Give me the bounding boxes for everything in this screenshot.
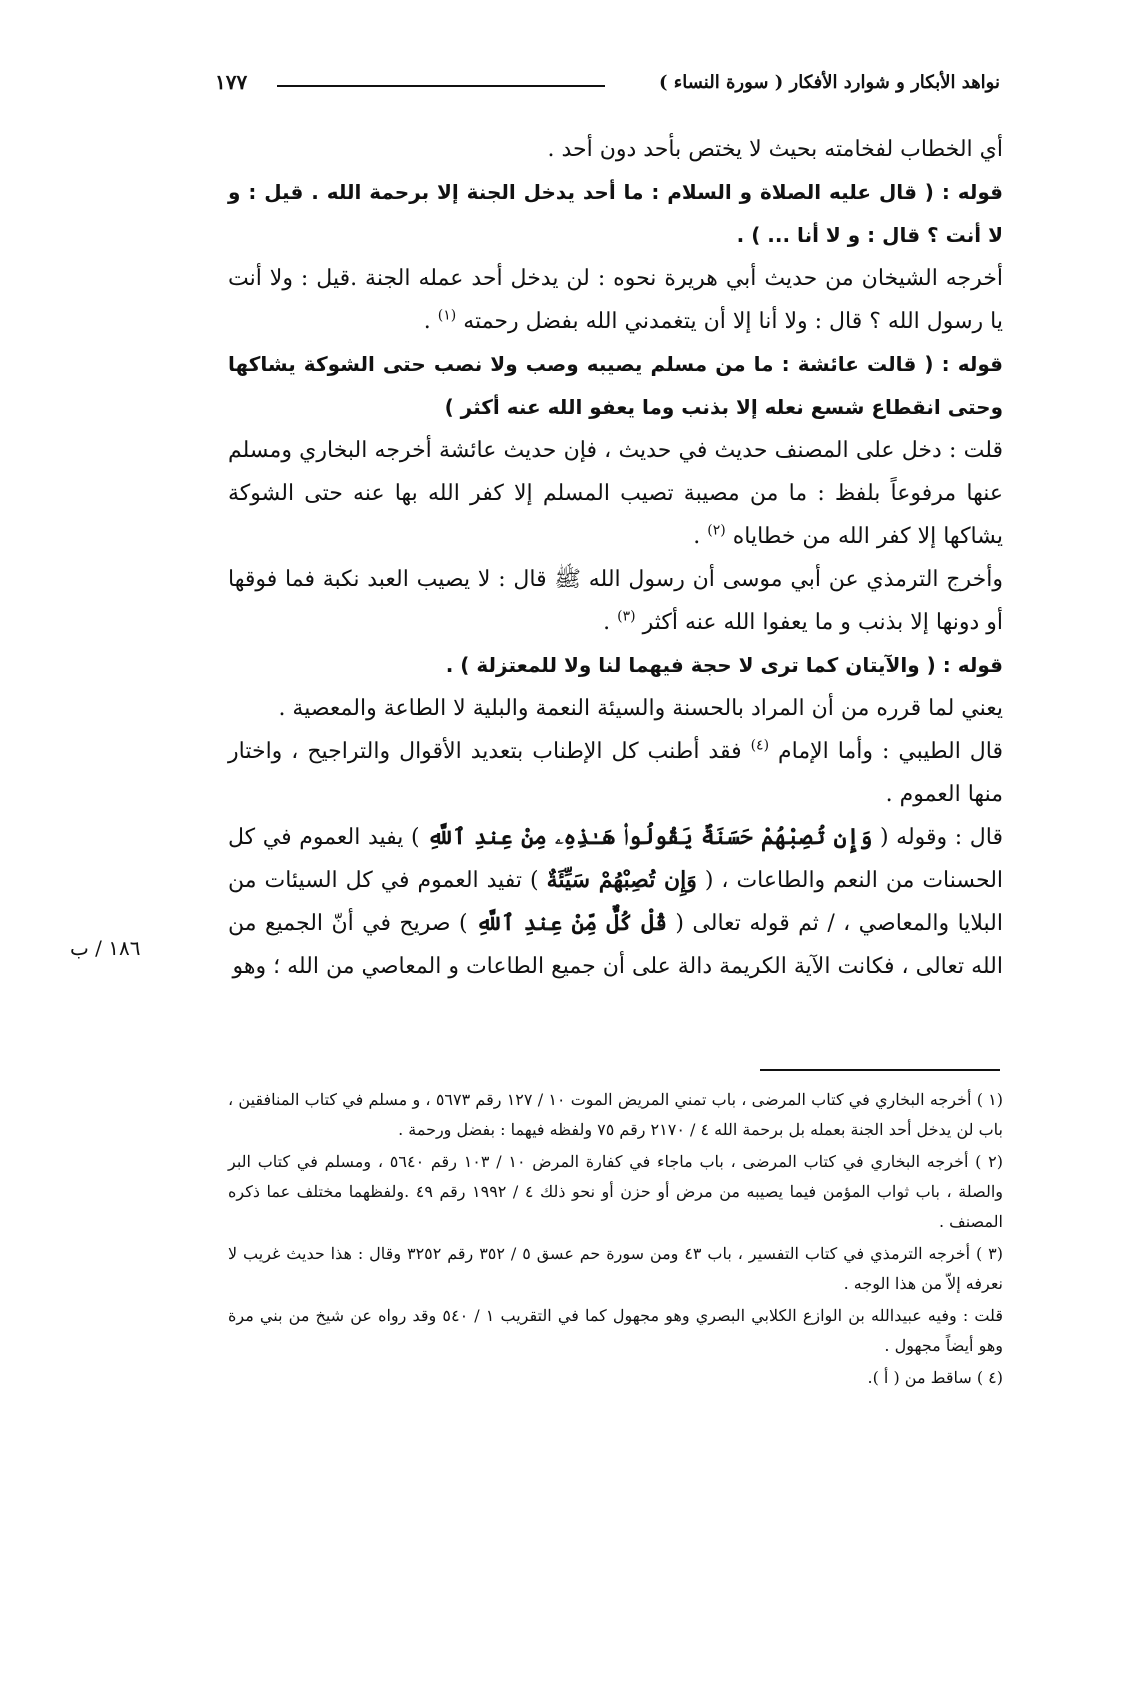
paragraph xyxy=(228,816,1003,988)
footnote: (٤ ) ساقط من ( أ ). xyxy=(867,1368,1003,1387)
footnote: (٢ ) أخرجه البخاري في كتاب المرضى ، باب ماجاء في كفارة المرض ١٠ / ١٠٣ رقم ٥٦٤٠ ، ومسلم في كتاب البر والصلة ، باب ثواب المؤمن فيما يصيبه من مرض أو حزن أو نحو ذلك ٤ / ١٩٩٢ رقم ٤٩ .ولفظهما مختلف عما ذكره المصنف . xyxy=(228,1152,1004,1231)
footnotes xyxy=(228,1085,1003,1395)
paragraph-text: ) تفيد العموم في كل السيئات من البلايا والمعاصي ، / ثم قوله تعالى ( xyxy=(228,868,1003,936)
header-title: نواهد الأبكار و شوارد الأفكار ( سورة النساء ) xyxy=(658,72,1000,93)
quran-verse: وَإِن تُصِبْهُمْ حَسَنَةٌ يَقُولُوا۟ هَـٰذِهِۦ مِنْ عِندِ ٱللَّهِ xyxy=(427,824,873,850)
paragraph-text: . xyxy=(603,610,618,635)
footnote: (٣ ) أخرجه الترمذي في كتاب التفسير ، باب ٤٣ ومن سورة حم عسق ٥ / ٣٥٢ رقم ٣٢٥٢ وقال : هذا حديث غريب لا نعرفه إلاّ من هذا الوجه . xyxy=(228,1244,1004,1293)
quran-verse: قُلْ كُلٌّ مِّنْ عِندِ ٱللَّهِ xyxy=(475,910,668,936)
footnote-separator xyxy=(760,1069,1000,1071)
paragraph-text: ) يفيد العموم في كل الحسنات من النعم والطاعات ، ( xyxy=(228,825,1004,893)
running-header xyxy=(215,72,1000,102)
paragraph-text: قال : وقوله ( xyxy=(872,825,1003,850)
paragraph: يعني لما قرره من أن المراد بالحسنة والسيئة النعمة والبلية لا الطاعة والمعصية . xyxy=(278,696,1003,721)
paragraph: أي الخطاب لفخامته بحيث لا يختص بأحد دون أحد . xyxy=(547,137,1003,162)
paragraph-text: وأخرج الترمذي عن أبي موسى أن رسول الله ﷺ قال : لا يصيب العبد نكبة فما فوقها أو دونها إلا بذنب و ما يعفوا الله عنه أكثر xyxy=(228,567,1003,635)
paragraph-text: فقد أطنب كل الإطناب بتعديد الأقوال والتراجيح ، واختار منها العموم . xyxy=(228,739,1003,807)
paragraph-text: قال الطيبي : وأما الإمام xyxy=(778,739,1004,764)
footnote: قلت : وفيه عبيدالله بن الوازع الكلابي البصري وهو مجهول كما في التقريب ١ / ٥٤٠ وقد رواه عن شيخ من بني مرة وهو أيضاً مجهول . xyxy=(228,1306,1003,1355)
paragraph xyxy=(228,429,1003,558)
paragraph xyxy=(228,730,1003,816)
paragraph-text: ) صريح في أنّ الجميع من الله تعالى ، فكانت الآية الكريمة دالة على أن جميع الطاعات و المعاصي من الله ؛ وهو xyxy=(228,911,1003,979)
quoted-statement: قوله : ( والآيتان كما ترى لا حجة فيهما لنا ولا للمعتزلة ) . xyxy=(445,653,1003,677)
paragraph-text: . xyxy=(423,309,438,334)
manuscript-folio-note: ١٨٦ / ب xyxy=(70,936,141,960)
quoted-statement: قوله : ( قال عليه الصلاة و السلام : ما أحد يدخل الجنة إلا برحمة الله . قيل : و لا أنت ؟ قال : و لا أنا ... ) . xyxy=(228,180,1003,247)
footnote-ref: (٤) xyxy=(750,737,770,754)
footnote-ref: (٢) xyxy=(707,522,726,539)
header-rule xyxy=(277,85,605,87)
footnote-ref: (٣) xyxy=(617,608,636,625)
paragraph-text: أخرجه الشيخان من حديث أبي هريرة نحوه : لن يدخل أحد عمله الجنة .قيل : ولا أنت يا رسول الله ؟ قال : ولا أنا إلا أن يتغمدني الله بفضل رحمته xyxy=(228,266,1003,334)
paragraph xyxy=(228,257,1003,343)
paragraph-text: قلت : دخل على المصنف حديث في حديث ، فإن حديث عائشة أخرجه البخاري ومسلم عنها مرفوعاً بلفظ : ما من مصيبة تصيب المسلم إلا كفر الله بها عنه حتى الشوكة يشاكها إلا كفر الله من خطاياه xyxy=(228,438,1003,549)
paragraph-text: . xyxy=(693,524,708,549)
quran-verse: وَإِن تُصِبْهُمْ سَيِّئَةٌ xyxy=(546,867,697,893)
footnote: (١ ) أخرجه البخاري في كتاب المرضى ، باب تمني المريض الموت ١٠ / ١٢٧ رقم ٥٦٧٣ ، و مسلم في كتاب المنافقين ، باب لن يدخل أحد الجنة بعمله بل برحمة الله ٤ / ٢١٧٠ رقم ٧٥ ولفظه فيهما : بفضل ورحمة . xyxy=(228,1090,1003,1139)
main-text xyxy=(228,128,1003,988)
footnote-ref: (١) xyxy=(437,307,457,324)
page-number: ١٧٧ xyxy=(215,70,248,94)
paragraph xyxy=(228,558,1003,644)
quoted-statement: قوله : ( قالت عائشة : ما من مسلم يصيبه وصب ولا نصب حتى الشوكة يشاكها وحتى انقطاع شسع نعله إلا بذنب وما يعفو الله عنه أكثر ) xyxy=(228,352,1003,419)
